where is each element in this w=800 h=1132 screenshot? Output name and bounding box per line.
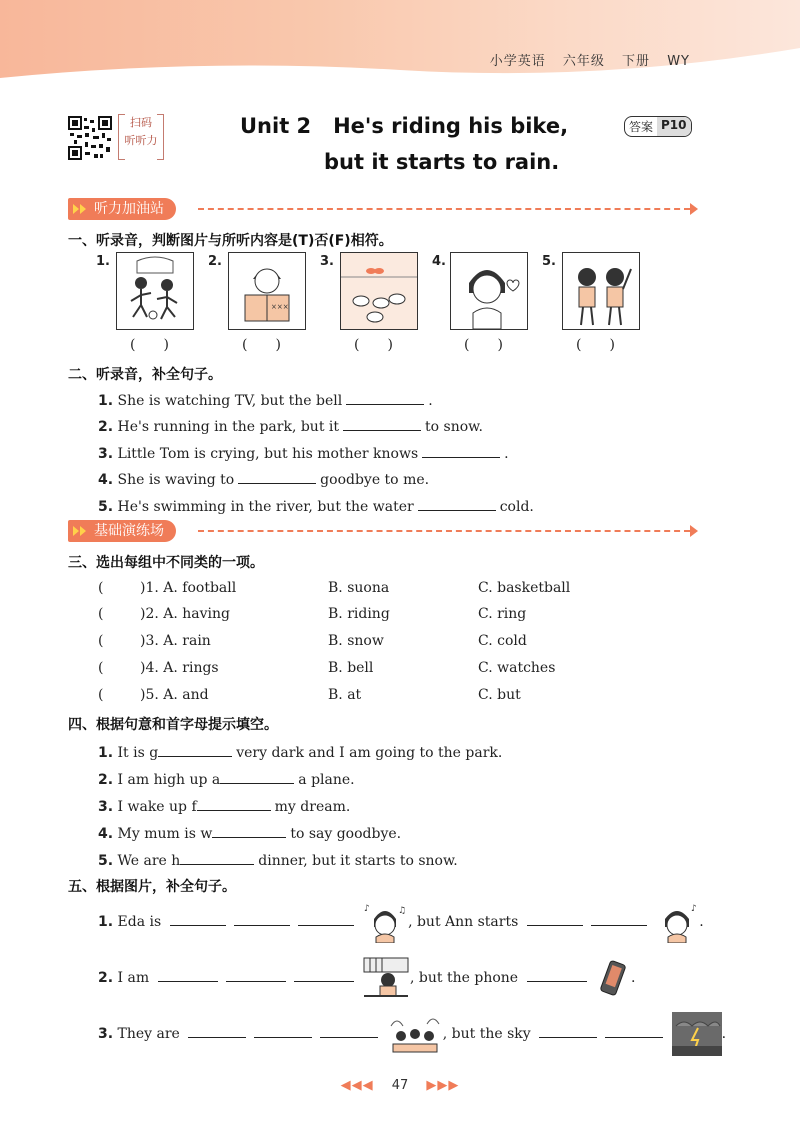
svg-text:×××: ××× (271, 303, 289, 311)
fill-blank[interactable] (539, 1023, 597, 1038)
picture-girl-singing (362, 901, 408, 943)
page-footer (0, 1078, 800, 1093)
section-title: 听力加油站 (94, 201, 164, 217)
q4-item: 2. I am high up a a plane. (98, 769, 355, 788)
pic-number: 4. (432, 254, 446, 269)
picture-girl-crying (655, 901, 699, 943)
scan-label-line2: 听听力 (124, 134, 158, 147)
fill-blank[interactable] (212, 823, 286, 838)
answer-paren-4[interactable]: ( ) (464, 337, 503, 353)
header-subject: 小学英语 (489, 54, 546, 69)
title-line2: but it starts to rain. (324, 150, 560, 174)
section-listening (68, 198, 698, 220)
picture-stormy-sky (672, 1012, 722, 1056)
answer-paren-2[interactable]: ( ) (242, 337, 281, 353)
q2-heading: 二、听录音，补全句子。 (68, 367, 222, 383)
title-line1: Unit 2 He's riding his bike, (240, 114, 569, 138)
header-edition: WY (667, 54, 690, 69)
page-number: 47 (391, 1078, 409, 1093)
unit-title (240, 108, 568, 180)
double-arrow-icon (72, 523, 88, 539)
header-meta (478, 50, 690, 69)
section-divider (198, 208, 690, 210)
q2-item: 3. Little Tom is crying, but his mother knows . (98, 443, 509, 462)
svg-text:♫: ♫ (398, 906, 407, 916)
svg-text:♪: ♪ (364, 904, 370, 914)
picture-girl-studying (362, 956, 410, 1000)
pic-number: 2. (208, 254, 222, 269)
q1-heading: 一、听录音，判断图片与所听内容是(T)否(F)相符。 (68, 233, 393, 249)
q4-item: 4. My mum is w to say goodbye. (98, 823, 401, 842)
answer-paren-1[interactable]: ( ) (130, 337, 169, 353)
section-end-arrow (690, 525, 698, 537)
fill-blank[interactable] (591, 911, 647, 926)
fill-blank[interactable] (527, 911, 583, 926)
fill-blank[interactable] (527, 967, 587, 982)
answer-page: P10 (657, 117, 691, 136)
pic-number: 1. (96, 254, 110, 269)
fill-blank[interactable] (234, 911, 290, 926)
q4-item: 1. It is g very dark and I am going to the park. (98, 742, 502, 761)
answer-paren-3[interactable]: ( ) (354, 337, 393, 353)
picture-ducks-in-water (340, 252, 418, 330)
header-grade: 六年级 (562, 54, 605, 69)
qr-code-icon[interactable] (68, 116, 112, 160)
q2-item: 4. She is waving to goodbye to me. (98, 469, 429, 488)
q2-item: 5. He's swimming in the river, but the water cold. (98, 496, 534, 515)
picture-girl-thinking (450, 252, 528, 330)
q2-item: 1. She is watching TV, but the bell . (98, 390, 433, 409)
fill-blank[interactable] (188, 1023, 246, 1038)
prev-arrows-icon: ◀◀◀ (340, 1078, 374, 1093)
q3-heading: 三、选出每组中不同类的一项。 (68, 555, 264, 571)
fill-blank[interactable] (418, 496, 496, 511)
q4-item: 3. I wake up f my dream. (98, 796, 350, 815)
picture-two-kids-waving (562, 252, 640, 330)
q2-item: 2. He's running in the park, but it to snow. (98, 416, 483, 435)
fill-blank[interactable] (320, 1023, 378, 1038)
fill-blank[interactable] (158, 967, 218, 982)
fill-blank[interactable] (605, 1023, 663, 1038)
scan-to-listen-label (118, 114, 164, 158)
svg-text:♪: ♪ (691, 904, 697, 914)
header-volume: 下册 (622, 54, 651, 69)
answer-label: 答案 (629, 120, 654, 134)
fill-blank[interactable] (238, 469, 316, 484)
fill-blank[interactable] (197, 796, 271, 811)
fill-blank[interactable] (298, 911, 354, 926)
fill-blank[interactable] (343, 416, 421, 431)
section-basics (68, 520, 698, 542)
q5-item: 1. Eda is ♪ ♫ , but Ann starts ♪ . (98, 900, 704, 944)
scan-label-line1: 扫码 (130, 116, 152, 129)
picture-boy-reading-book (228, 252, 306, 330)
q4-item: 5. We are h dinner, but it starts to snow. (98, 850, 458, 869)
picture-family-picnic (387, 1012, 443, 1056)
fill-blank[interactable] (294, 967, 354, 982)
pic-number: 5. (542, 254, 556, 269)
q5-item: 3. They are , but the sky . (98, 1012, 726, 1056)
bracket-left (118, 114, 125, 160)
section-tag (68, 520, 176, 542)
section-title: 基础演练场 (94, 523, 164, 539)
q1-picture-row (96, 252, 656, 332)
double-arrow-icon (72, 201, 88, 217)
fill-blank[interactable] (158, 742, 232, 757)
section-divider (198, 530, 690, 532)
section-tag (68, 198, 176, 220)
fill-blank[interactable] (422, 443, 500, 458)
q5-item: 2. I am , but the phone . (98, 956, 635, 1000)
answer-paren-5[interactable]: ( ) (576, 337, 615, 353)
fill-blank[interactable] (226, 967, 286, 982)
q4-heading: 四、根据句意和首字母提示填空。 (68, 717, 278, 733)
phone-icon (595, 958, 631, 998)
fill-blank[interactable] (170, 911, 226, 926)
section-end-arrow (690, 203, 698, 215)
bracket-right (157, 114, 164, 160)
picture-boys-playing-football (116, 252, 194, 330)
q5-heading: 五、根据图片，补全句子。 (68, 879, 236, 895)
pic-number: 3. (320, 254, 334, 269)
fill-blank[interactable] (346, 390, 424, 405)
fill-blank[interactable] (254, 1023, 312, 1038)
fill-blank[interactable] (220, 769, 294, 784)
next-arrows-icon: ▶▶▶ (426, 1078, 460, 1093)
answer-tag[interactable] (624, 116, 692, 137)
fill-blank[interactable] (180, 850, 254, 865)
